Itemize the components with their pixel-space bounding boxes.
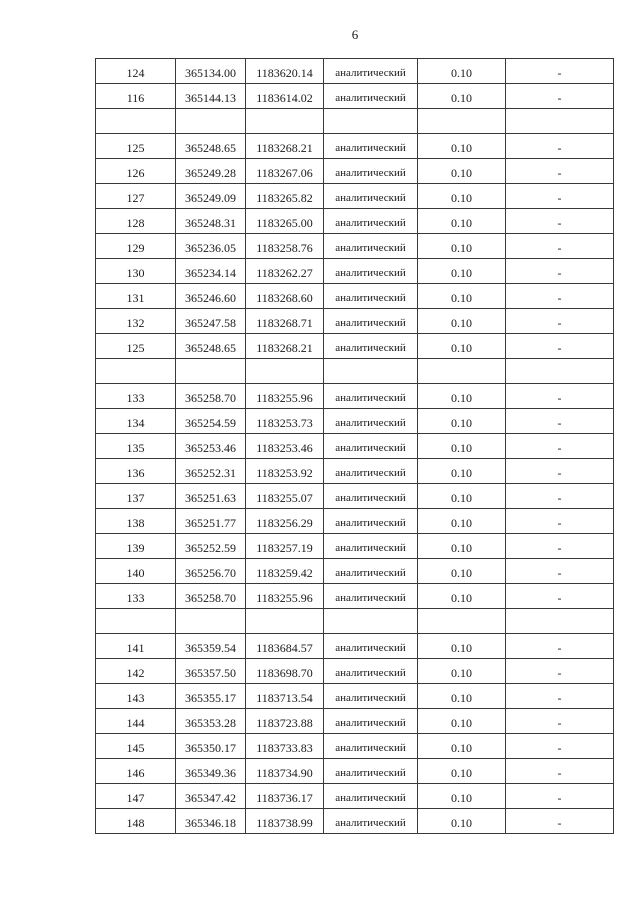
y-coordinate-cell: 1183265.00 (246, 209, 324, 234)
point-number-cell (96, 609, 176, 634)
x-coordinate-cell: 365347.42 (176, 784, 246, 809)
point-number-cell (96, 109, 176, 134)
method-cell: аналитический (324, 234, 418, 259)
method-cell (324, 609, 418, 634)
note-cell: - (506, 759, 614, 784)
accuracy-cell (418, 109, 506, 134)
accuracy-cell: 0.10 (418, 634, 506, 659)
y-coordinate-cell: 1183255.96 (246, 584, 324, 609)
x-coordinate-cell: 365144.13 (176, 84, 246, 109)
y-coordinate-cell: 1183265.82 (246, 184, 324, 209)
x-coordinate-cell: 365134.00 (176, 59, 246, 84)
x-coordinate-cell: 365252.59 (176, 534, 246, 559)
accuracy-cell: 0.10 (418, 684, 506, 709)
x-coordinate-cell: 365357.50 (176, 659, 246, 684)
table-row (96, 759, 614, 784)
separator-row (96, 109, 614, 134)
y-coordinate-cell: 1183713.54 (246, 684, 324, 709)
table-row (96, 584, 614, 609)
method-cell: аналитический (324, 334, 418, 359)
method-cell: аналитический (324, 659, 418, 684)
method-cell (324, 359, 418, 384)
x-coordinate-cell: 365234.14 (176, 259, 246, 284)
method-cell: аналитический (324, 84, 418, 109)
page-number: 6 (351, 27, 359, 42)
y-coordinate-cell: 1183268.71 (246, 309, 324, 334)
x-coordinate-cell: 365249.28 (176, 159, 246, 184)
point-number-cell: 128 (96, 209, 176, 234)
table-row (96, 709, 614, 734)
table-row (96, 784, 614, 809)
separator-row (96, 359, 614, 384)
method-cell: аналитический (324, 734, 418, 759)
table-row (96, 84, 614, 109)
x-coordinate-cell: 365355.17 (176, 684, 246, 709)
x-coordinate-cell: 365346.18 (176, 809, 246, 834)
note-cell: - (506, 784, 614, 809)
method-cell: аналитический (324, 184, 418, 209)
method-cell: аналитический (324, 309, 418, 334)
table-row (96, 409, 614, 434)
note-cell: - (506, 559, 614, 584)
y-coordinate-cell: 1183698.70 (246, 659, 324, 684)
method-cell: аналитический (324, 809, 418, 834)
note-cell: - (506, 284, 614, 309)
point-number-cell: 137 (96, 484, 176, 509)
y-coordinate-cell: 1183268.21 (246, 134, 324, 159)
method-cell: аналитический (324, 634, 418, 659)
table-row (96, 559, 614, 584)
accuracy-cell: 0.10 (418, 159, 506, 184)
method-cell: аналитический (324, 159, 418, 184)
x-coordinate-cell: 365353.28 (176, 709, 246, 734)
point-number-cell: 134 (96, 409, 176, 434)
table-row (96, 509, 614, 534)
coordinates-table (95, 58, 614, 834)
y-coordinate-cell: 1183268.21 (246, 334, 324, 359)
x-coordinate-cell: 365254.59 (176, 409, 246, 434)
point-number-cell: 146 (96, 759, 176, 784)
note-cell (506, 359, 614, 384)
table-row (96, 659, 614, 684)
note-cell: - (506, 634, 614, 659)
point-number-cell (96, 359, 176, 384)
x-coordinate-cell: 365251.63 (176, 484, 246, 509)
note-cell: - (506, 684, 614, 709)
x-coordinate-cell: 365350.17 (176, 734, 246, 759)
method-cell: аналитический (324, 459, 418, 484)
accuracy-cell: 0.10 (418, 509, 506, 534)
accuracy-cell: 0.10 (418, 134, 506, 159)
x-coordinate-cell: 365251.77 (176, 509, 246, 534)
table-row (96, 534, 614, 559)
note-cell: - (506, 209, 614, 234)
x-coordinate-cell: 365252.31 (176, 459, 246, 484)
accuracy-cell: 0.10 (418, 559, 506, 584)
method-cell: аналитический (324, 509, 418, 534)
note-cell: - (506, 709, 614, 734)
point-number-cell: 148 (96, 809, 176, 834)
y-coordinate-cell (246, 609, 324, 634)
method-cell: аналитический (324, 784, 418, 809)
method-cell: аналитический (324, 134, 418, 159)
note-cell: - (506, 259, 614, 284)
table-row (96, 259, 614, 284)
x-coordinate-cell (176, 609, 246, 634)
accuracy-cell: 0.10 (418, 84, 506, 109)
note-cell: - (506, 534, 614, 559)
table-row (96, 484, 614, 509)
y-coordinate-cell: 1183736.17 (246, 784, 324, 809)
table-row (96, 284, 614, 309)
y-coordinate-cell: 1183723.88 (246, 709, 324, 734)
table-row (96, 684, 614, 709)
table-row (96, 334, 614, 359)
note-cell: - (506, 434, 614, 459)
note-cell: - (506, 159, 614, 184)
x-coordinate-cell (176, 359, 246, 384)
note-cell: - (506, 809, 614, 834)
separator-row (96, 609, 614, 634)
y-coordinate-cell (246, 359, 324, 384)
note-cell: - (506, 409, 614, 434)
y-coordinate-cell: 1183257.19 (246, 534, 324, 559)
accuracy-cell: 0.10 (418, 384, 506, 409)
note-cell: - (506, 384, 614, 409)
y-coordinate-cell: 1183684.57 (246, 634, 324, 659)
point-number-cell: 116 (96, 84, 176, 109)
accuracy-cell: 0.10 (418, 809, 506, 834)
table-row (96, 309, 614, 334)
accuracy-cell: 0.10 (418, 309, 506, 334)
note-cell: - (506, 309, 614, 334)
x-coordinate-cell: 365258.70 (176, 584, 246, 609)
y-coordinate-cell: 1183253.73 (246, 409, 324, 434)
point-number-cell: 142 (96, 659, 176, 684)
point-number-cell: 145 (96, 734, 176, 759)
note-cell: - (506, 459, 614, 484)
note-cell: - (506, 59, 614, 84)
y-coordinate-cell: 1183256.29 (246, 509, 324, 534)
point-number-cell: 125 (96, 134, 176, 159)
x-coordinate-cell (176, 109, 246, 134)
table-row (96, 459, 614, 484)
accuracy-cell: 0.10 (418, 59, 506, 84)
y-coordinate-cell: 1183733.83 (246, 734, 324, 759)
note-cell (506, 109, 614, 134)
x-coordinate-cell: 365258.70 (176, 384, 246, 409)
y-coordinate-cell: 1183253.92 (246, 459, 324, 484)
x-coordinate-cell: 365256.70 (176, 559, 246, 584)
point-number-cell: 138 (96, 509, 176, 534)
point-number-cell: 143 (96, 684, 176, 709)
point-number-cell: 133 (96, 584, 176, 609)
y-coordinate-cell: 1183255.96 (246, 384, 324, 409)
point-number-cell: 136 (96, 459, 176, 484)
method-cell: аналитический (324, 559, 418, 584)
x-coordinate-cell: 365247.58 (176, 309, 246, 334)
y-coordinate-cell: 1183734.90 (246, 759, 324, 784)
accuracy-cell: 0.10 (418, 484, 506, 509)
accuracy-cell: 0.10 (418, 184, 506, 209)
table-row (96, 734, 614, 759)
accuracy-cell: 0.10 (418, 534, 506, 559)
accuracy-cell: 0.10 (418, 759, 506, 784)
point-number-cell: 140 (96, 559, 176, 584)
x-coordinate-cell: 365246.60 (176, 284, 246, 309)
note-cell (506, 609, 614, 634)
accuracy-cell: 0.10 (418, 459, 506, 484)
accuracy-cell: 0.10 (418, 259, 506, 284)
method-cell: аналитический (324, 709, 418, 734)
y-coordinate-cell (246, 109, 324, 134)
method-cell: аналитический (324, 384, 418, 409)
table-row (96, 434, 614, 459)
point-number-cell: 147 (96, 784, 176, 809)
point-number-cell: 126 (96, 159, 176, 184)
note-cell: - (506, 184, 614, 209)
point-number-cell: 133 (96, 384, 176, 409)
x-coordinate-cell: 365253.46 (176, 434, 246, 459)
accuracy-cell: 0.10 (418, 409, 506, 434)
y-coordinate-cell: 1183614.02 (246, 84, 324, 109)
method-cell: аналитический (324, 584, 418, 609)
point-number-cell: 139 (96, 534, 176, 559)
method-cell: аналитический (324, 484, 418, 509)
method-cell: аналитический (324, 259, 418, 284)
accuracy-cell (418, 609, 506, 634)
coordinates-table-body (96, 59, 614, 834)
method-cell (324, 109, 418, 134)
accuracy-cell (418, 359, 506, 384)
table-row (96, 234, 614, 259)
note-cell: - (506, 659, 614, 684)
point-number-cell: 124 (96, 59, 176, 84)
point-number-cell: 127 (96, 184, 176, 209)
method-cell: аналитический (324, 534, 418, 559)
note-cell: - (506, 84, 614, 109)
y-coordinate-cell: 1183258.76 (246, 234, 324, 259)
point-number-cell: 132 (96, 309, 176, 334)
note-cell: - (506, 509, 614, 534)
method-cell: аналитический (324, 209, 418, 234)
x-coordinate-cell: 365236.05 (176, 234, 246, 259)
point-number-cell: 129 (96, 234, 176, 259)
table-row (96, 134, 614, 159)
accuracy-cell: 0.10 (418, 209, 506, 234)
accuracy-cell: 0.10 (418, 434, 506, 459)
y-coordinate-cell: 1183620.14 (246, 59, 324, 84)
table-row (96, 59, 614, 84)
y-coordinate-cell: 1183268.60 (246, 284, 324, 309)
x-coordinate-cell: 365359.54 (176, 634, 246, 659)
point-number-cell: 141 (96, 634, 176, 659)
point-number-cell: 135 (96, 434, 176, 459)
accuracy-cell: 0.10 (418, 709, 506, 734)
table-row (96, 634, 614, 659)
y-coordinate-cell: 1183267.06 (246, 159, 324, 184)
x-coordinate-cell: 365349.36 (176, 759, 246, 784)
method-cell: аналитический (324, 284, 418, 309)
table-row (96, 159, 614, 184)
x-coordinate-cell: 365249.09 (176, 184, 246, 209)
y-coordinate-cell: 1183255.07 (246, 484, 324, 509)
accuracy-cell: 0.10 (418, 334, 506, 359)
accuracy-cell: 0.10 (418, 584, 506, 609)
note-cell: - (506, 584, 614, 609)
method-cell: аналитический (324, 434, 418, 459)
method-cell: аналитический (324, 409, 418, 434)
point-number-cell: 144 (96, 709, 176, 734)
accuracy-cell: 0.10 (418, 284, 506, 309)
x-coordinate-cell: 365248.31 (176, 209, 246, 234)
point-number-cell: 130 (96, 259, 176, 284)
accuracy-cell: 0.10 (418, 734, 506, 759)
accuracy-cell: 0.10 (418, 659, 506, 684)
note-cell: - (506, 134, 614, 159)
method-cell: аналитический (324, 759, 418, 784)
x-coordinate-cell: 365248.65 (176, 134, 246, 159)
x-coordinate-cell: 365248.65 (176, 334, 246, 359)
table-row (96, 184, 614, 209)
note-cell: - (506, 734, 614, 759)
method-cell: аналитический (324, 59, 418, 84)
y-coordinate-cell: 1183259.42 (246, 559, 324, 584)
table-row (96, 209, 614, 234)
table-row (96, 809, 614, 834)
note-cell: - (506, 234, 614, 259)
table-row (96, 384, 614, 409)
accuracy-cell: 0.10 (418, 234, 506, 259)
accuracy-cell: 0.10 (418, 784, 506, 809)
y-coordinate-cell: 1183253.46 (246, 434, 324, 459)
note-cell: - (506, 484, 614, 509)
point-number-cell: 131 (96, 284, 176, 309)
y-coordinate-cell: 1183738.99 (246, 809, 324, 834)
point-number-cell: 125 (96, 334, 176, 359)
note-cell: - (506, 334, 614, 359)
method-cell: аналитический (324, 684, 418, 709)
y-coordinate-cell: 1183262.27 (246, 259, 324, 284)
